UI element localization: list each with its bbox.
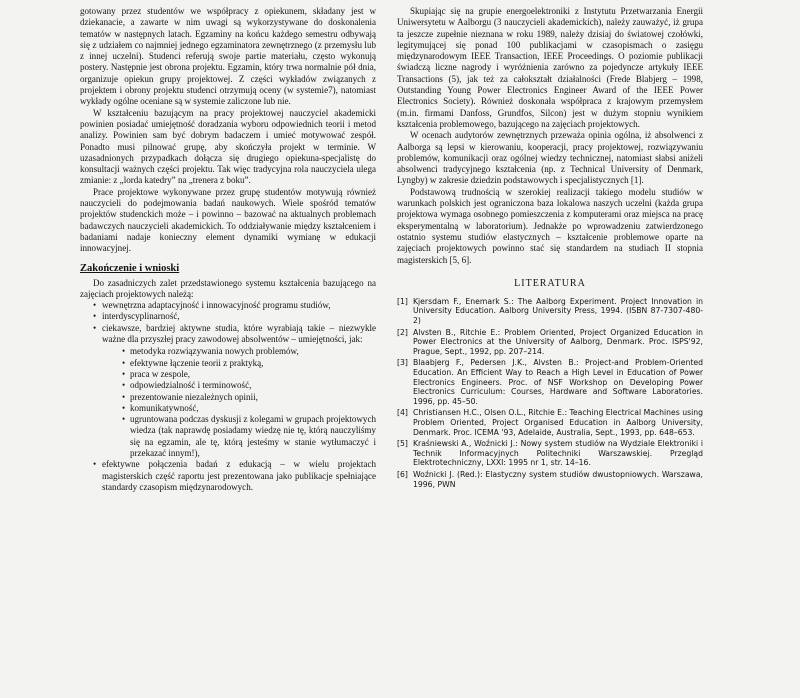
reference-item <box>397 439 703 468</box>
reference-number: [6] <box>397 469 408 479</box>
reference-item <box>397 328 703 357</box>
list-item: • praca w zespole, <box>102 369 376 380</box>
paragraph: Podstawową trudnością w szerokiej realizacji takiego modelu studiów w warunkach polskich jest ograniczona baza lokalowa naszych uczelni (każda grupa projektowa wymaga osobnego pomieszczenia z komputerami oraz miejsca na pracę eksperymentalną w laboratorium). Jednakże po wprowadzeniu zatwierdzonego ostatnio systemu studiów elastycznych – kształcenie problemowe oparte na zajęciach projektowych powinno stać się standardem na studiach II stopnia magisterskich [5, 6]. <box>397 186 703 265</box>
advantages-list <box>80 300 376 493</box>
paragraph: Do zasadniczych zalet przedstawionego systemu kształcenia bazującego na zajęciach projektowych należą: <box>80 277 376 299</box>
reference-item <box>397 408 703 437</box>
list-item: • efektywne połączenia badań z edukacją – w wielu projektach magisterskich część raportu jest prezentowana jako publikacje spełniające standardy czasopism międzynarodowych. <box>80 459 376 493</box>
paragraph: gotowany przez studentów we współpracy z opiekunem, składany jest w dziekanacie, a zawarte w nim uwagi są wykorzystywane do doskonalenia tematów w następnych latach. Egzaminy na końcu każdego semestru odbywają się z udziałem co najmniej jednego egzaminatora zewnętrznego (z przemysłu lub z innej uczelni). Studenci referują swoje partie materiału, często wykonują postery. Następnie jest obrona projektu. Egzamin, który trwa normalnie pół dnia, organizuje opiekun grupy projektowej. Z części wykładów związanych z projektem i obrony projektu studenci otrzymują oceny (w systemie7), natomiast wykłady ogólne oceniane są w systemie zaliczone lub nie. <box>80 6 376 107</box>
right-column <box>397 6 703 491</box>
paragraph: W kształceniu bazującym na pracy projektowej nauczyciel akademicki powinien posiadać umiejętność doradzania wyboru odpowiednich teorii i metod analizy. Powinien sam być dobrym badaczem i umieć motywować zespół. Ponadto musi pilnować grupę, aby skończyła projekt w terminie. W uzasadnionych przypadkach dołącza się drugiego opiekuna-specjalistę do konsultacji ważnych części projektu. Tak więc tradycyjna rola nauczyciela ulega zmianie: z „lorda katedry” na „trenera z boku”. <box>80 107 376 186</box>
references-heading: LITERATURA <box>514 277 586 289</box>
reference-text: Christiansen H.C., Olsen O.L., Ritchie E.: Teaching Electrical Machines using Problem Oriented, Project Organised Education in Aalborg University, Denmark. Proc. ICEMA '93, Adelaide, Australia, Sept., 1993, pp. 648–653. <box>413 408 703 437</box>
paragraph: Prace projektowe wykonywane przez grupę studentów motywują również nauczycieli do podejmowania badań naukowych. Wiele spośród tematów projektów studenckich może – i powinno – bazować na aktualnych problemach badawczych nauczycieli akademickich. To oddziaływanie między kształceniem i badaniami nadaje konieczny element dynamiki wymianę w edukacji innowacyjnej. <box>80 186 376 254</box>
reference-number: [3] <box>397 358 408 368</box>
reference-text: Woźnicki J. (Red.): Elastyczny system studiów dwustopniowych. Warszawa, 1996, PWN <box>413 469 703 489</box>
list-item <box>80 323 376 460</box>
reference-number: [4] <box>397 408 408 418</box>
list-item: • prezentowanie niezależnych opinii, <box>102 392 376 403</box>
reference-text: Blaabjerg F., Pedersen J.K., Alvsten B.: Project-and Problem-Oriented Education. An Efficient Way to Reach a High Level in Education of Power Electronics Engineers. Proc. of NSF Workshop on Developing Power Electronics Curriculum: Courses, Hardware and Software Laboratories. 1996, pp. 45–50. <box>413 358 703 406</box>
reference-item <box>397 297 703 326</box>
section-heading: Zakończenie i wnioski <box>80 262 180 274</box>
paragraph: W ocenach audytorów zewnętrznych przeważa opinia ogólna, iż absolwenci z Aalborga są lepsi w kierowaniu, kooperacji, pracy projektowej, rozwiązywaniu problemów, komunikacji oraz ogólnej wiedzy technicznej, natomiast słabsi aniżeli absolwenci tradycyjnego kształcenia (np. z Technical University of Denmark, Lyngby) w zakresie dziedzin podstawowych i specjalistycznych [1]. <box>397 130 703 186</box>
list-item: • komunikatywność, <box>102 403 376 414</box>
list-item: • wewnętrzna adaptacyjność i innowacyjność programu studiów, <box>80 300 376 311</box>
list-item: • odpowiedzialność i terminowość, <box>102 380 376 391</box>
reference-text: Kraśniewski A., Woźnicki J.: Nowy system studiów na Wydziale Elektroniki i Technik Informacyjnych Politechniki Warszawskiej. Przegląd Elektrotechniczny, LXXI: 1995 nr 1, str. 14–16. <box>413 439 703 468</box>
skills-list <box>102 346 376 459</box>
reference-number: [2] <box>397 327 408 337</box>
list-item: • efektywne łączenie teorii z praktyką, <box>102 358 376 369</box>
reference-item <box>397 470 703 489</box>
reference-number: [1] <box>397 296 408 306</box>
list-item-text: ciekawsze, bardziej aktywne studia, które wyrabiają takie – niezwykle ważne dla przyszłej pracy zawodowej absolwentów – umiejętności, jak: <box>102 322 376 345</box>
list-item: • metodyka rozwiązywania nowych problemów, <box>102 346 376 357</box>
reference-item <box>397 358 703 406</box>
paragraph: Skupiając się na grupie energoelektroniki z Instytutu Przetwarzania Energii Uniwersytetu w Aalborgu (3 nauczycieli akademickich), należy zauważyć, iż grupa ta jeszcze zupełnie nieznana w roku 1989, należy dzisiaj do światowej czołówki, legitymującej się ponad 100 publikacjami w czasopismach o zasięgu międzynarodowym IEEE Transaction, IEEE Proceedings. O poziomie publikacji świadczą liczne nagrody i wyróżnienia zarówno za pojedyncze artykuły IEEE Transactions (5), jak też za całokształt działalności (Frede Blabjerg – 1998, Outstanding Young Power Electronics Engineer Award of the IEEE Power Electronics Society). Również doskonała współpraca z krajowym przemysłem (m.in. firmami Danfoss, Grundfos, Silcon) jest w dużym stopniu wynikiem kształcenia problemowego, bazującego na zajęciach projektowych. <box>397 6 703 129</box>
list-item: • ugruntowana podczas dyskusji z kolegami w grupach projektowych wiedza (tak naprawdę posiadamy wiedzę nie tę, którą nauczyliśmy się na egzamin, ale tę, którą jesteśmy w stanie wytłumaczyć i przekazać innym!), <box>102 414 376 459</box>
list-item: • interdyscyplinarność, <box>80 311 376 322</box>
reference-number: [5] <box>397 439 408 449</box>
reference-text: Kjersdam F., Enemark S.: The Aalborg Experiment. Project Innovation in University Education. Aalborg University Press, 1994. (ISBN 87-7307-480-2) <box>413 296 703 326</box>
left-column <box>80 6 376 493</box>
references-list <box>397 297 703 489</box>
reference-text: Alvsten B., Ritchie E.: Problem Oriented, Project Organized Education in Power Electronics at the University of Aalborg, Denmark. Proc. ISPS'92, Prague, Sept., 1992, pp. 207–214. <box>413 327 703 356</box>
